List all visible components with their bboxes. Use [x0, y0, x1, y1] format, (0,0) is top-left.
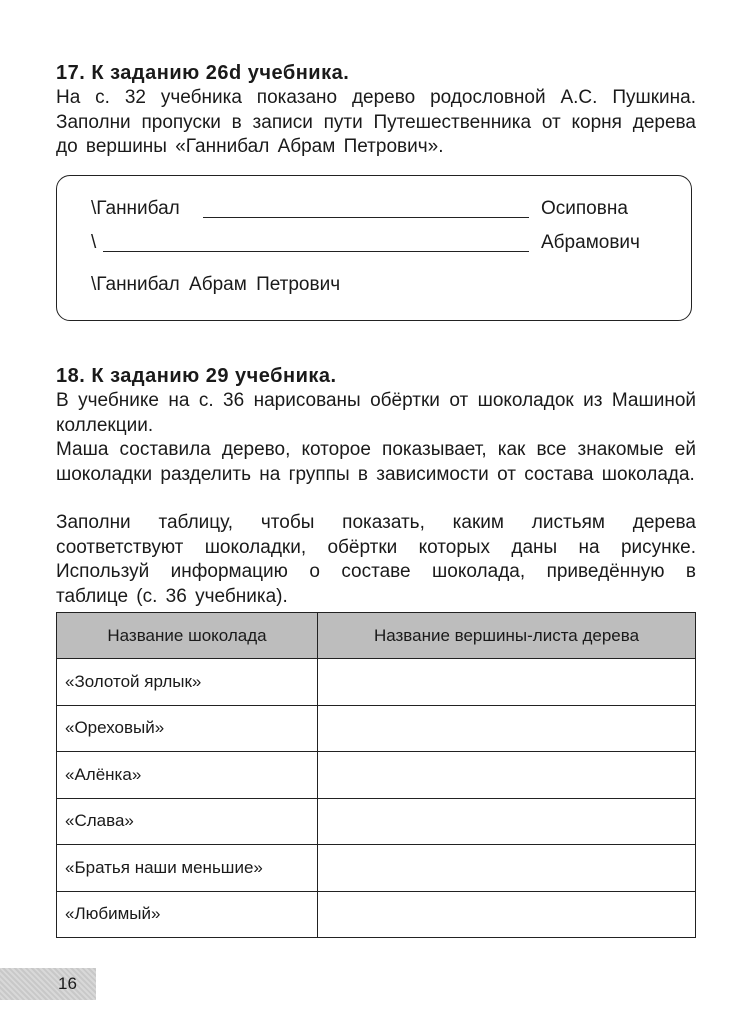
page-number-band	[0, 968, 96, 1000]
chocolate-name-cell: «Братья наши меньшие»	[57, 845, 318, 892]
table-row	[57, 798, 696, 845]
table-row	[57, 705, 696, 752]
table-row	[57, 659, 696, 706]
chocolate-table	[56, 612, 696, 938]
path-blank-2[interactable]	[103, 251, 529, 252]
table-row	[57, 845, 696, 892]
leaf-answer-cell[interactable]	[318, 659, 696, 706]
header-chocolate-name: Название шоколада	[57, 613, 318, 659]
path-row-2-suffix: Абрамович	[541, 232, 640, 253]
task-18-paragraph-3: Заполни таблицу, чтобы показать, каким листьям дерева соответствуют шоколадки, обёртки которых даны на рисунке. Используй информацию о составе шоколада, приведённую в таблице (с. 36 учебника).	[56, 512, 696, 607]
header-leaf-name: Название вершины-листа дерева	[318, 613, 696, 659]
path-blank-1[interactable]	[203, 217, 529, 218]
table-row	[57, 752, 696, 799]
leaf-answer-cell[interactable]	[318, 845, 696, 892]
chocolate-name-cell: «Слава»	[57, 798, 318, 845]
table-header-row	[57, 613, 696, 659]
task-17-title: 17. К заданию 26d учебника.	[56, 62, 350, 84]
path-row-1-suffix: Осиповна	[541, 198, 628, 219]
leaf-answer-cell[interactable]	[318, 891, 696, 938]
path-row-3: \Ганнибал Абрам Петрович	[91, 274, 341, 295]
task-18-paragraph-1: В учебнике на с. 36 нарисованы обёртки от шоколадок из Машиной коллекции.	[56, 390, 696, 436]
path-row-2-label: \	[91, 232, 97, 253]
leaf-answer-cell[interactable]	[318, 798, 696, 845]
chocolate-name-cell: «Ореховый»	[57, 705, 318, 752]
chocolate-name-cell: «Золотой ярлык»	[57, 659, 318, 706]
leaf-answer-cell[interactable]	[318, 705, 696, 752]
chocolate-name-cell: «Любимый»	[57, 891, 318, 938]
chocolate-name-cell: «Алёнка»	[57, 752, 318, 799]
task-18-title: 18. К заданию 29 учебника.	[56, 365, 337, 387]
path-row-1-label: \Ганнибал	[91, 198, 180, 219]
path-answer-box	[56, 175, 692, 321]
page-number: 16	[58, 974, 77, 993]
task-18-paragraph-2: Маша составила дерево, которое показывает, как все знакомые ей шоколадки разделить на группы в зависимости от состава шоколада.	[56, 439, 696, 485]
leaf-answer-cell[interactable]	[318, 752, 696, 799]
table-row	[57, 891, 696, 938]
task-17-text: На с. 32 учебника показано дерево родословной А.С. Пушкина. Заполни пропуски в записи пути Путешественника от корня дерева до вершины «Ганнибал Абрам Петрович».	[56, 87, 696, 157]
